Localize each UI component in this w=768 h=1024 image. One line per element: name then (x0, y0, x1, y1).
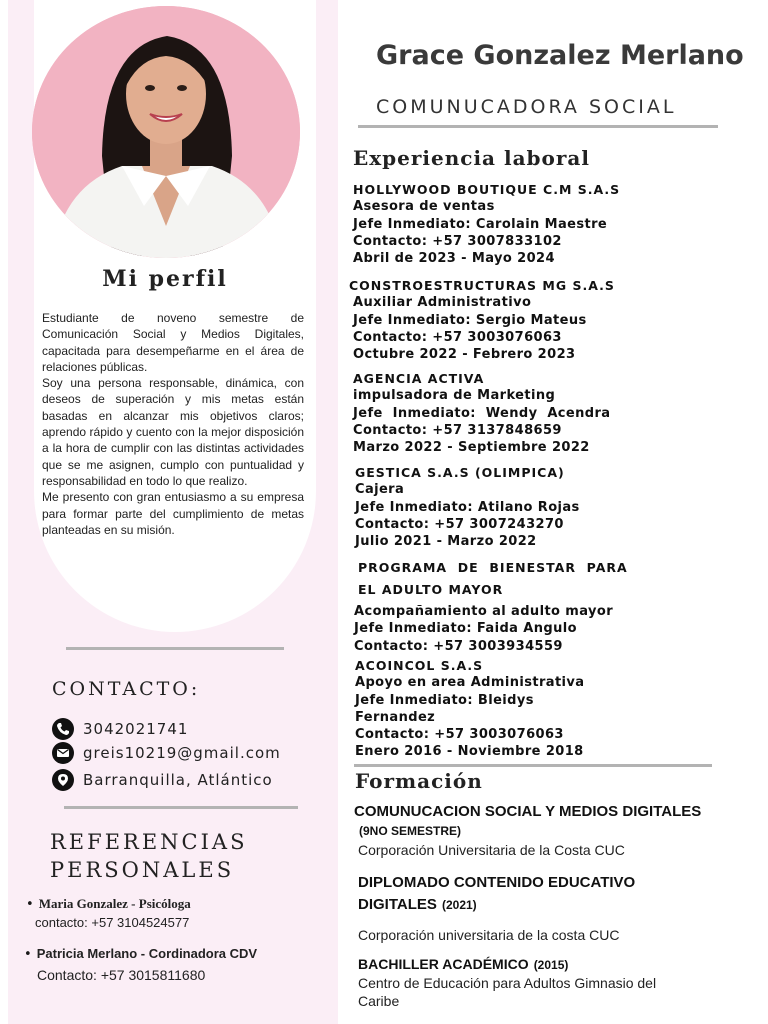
profile-photo (32, 6, 300, 258)
job-position: Cajera (355, 482, 405, 498)
profile-paragraph: Estudiante de noveno semestre de Comunicación Social y Medios Digitales, capacitada para desempeñarme en el área de relaciones públicas. (42, 311, 304, 374)
education-degree: BACHILLER ACADÉMICO (358, 956, 529, 972)
job-entry (354, 557, 628, 655)
profile-paragraph: Soy una persona responsable, dinámica, con deseos de superación y mis metas están basadas en alcanzar mis objetivos claros; aprendo rápido y cuento con la mejor disposición a la hora de cumplir con las distintas actividades que se me asignen, cumplo con puntualidad y responsabilidad en todo lo que realizo. (42, 376, 304, 488)
divider (66, 647, 284, 650)
contact-location-row (52, 769, 273, 791)
job-contact: Contacto: +57 3137848659 (353, 422, 562, 438)
contact-location: Barranquilla, Atlántico (83, 771, 273, 789)
reference-item (24, 943, 334, 983)
education-title: Formación (355, 769, 483, 793)
job-position: Acompañamiento al adulto mayor (354, 604, 614, 619)
job-supervisor: Jefe Inmediato: Wendy Acendra (353, 405, 611, 421)
phone-icon (52, 718, 74, 740)
reference-contact: Contacto: +57 3015811680 (37, 967, 206, 983)
job-contact: Contacto: +57 3003076063 (353, 329, 562, 345)
divider (64, 806, 298, 809)
job-company: ACOINCOL S.A.S (355, 658, 484, 673)
job-supervisor-cont: Fernandez (355, 709, 436, 725)
job-company: GESTICA S.A.S (OLIMPICA) (355, 465, 565, 480)
job-contact: Contacto: +57 3007243270 (355, 516, 564, 532)
contact-title: CONTACTO: (52, 678, 201, 700)
education-year: (2015) (533, 958, 569, 972)
education-institution: Corporación universitaria de la costa CUC (358, 927, 620, 943)
job-title: COMUNUCADORA SOCIAL (376, 96, 677, 118)
references-title (50, 828, 247, 884)
education-degree: DIGITALES (358, 896, 437, 913)
job-company: CONSTROESTRUCTURAS MG S.A.S (349, 278, 615, 293)
job-dates: Marzo 2022 - Septiembre 2022 (353, 440, 590, 456)
education-institution: Centro de Educación para Adultos Gimnasio del (358, 975, 657, 991)
reference-item (26, 893, 326, 930)
portrait-illustration (32, 6, 300, 258)
education-entry (358, 874, 635, 943)
education-year: (2021) (441, 898, 477, 912)
job-entry (353, 370, 610, 456)
job-supervisor: Jefe Inmediato: Bleidys (355, 692, 534, 708)
location-pin-icon (52, 769, 74, 791)
divider (358, 125, 718, 128)
job-entry (349, 277, 615, 363)
profile-paragraph: Me presento con gran entusiasmo a su empresa para formar parte del cumplimiento de metas planteadas en su misión. (42, 490, 304, 537)
reference-name: Maria Gonzalez - Psicóloga (38, 896, 191, 911)
job-position: Apoyo en area Administrativa (355, 675, 585, 691)
references-title-line: PERSONALES (50, 858, 235, 882)
job-contact: Contacto: +57 3003076063 (355, 727, 564, 743)
job-company: EL ADULTO MAYOR (358, 582, 504, 597)
job-entry (353, 181, 620, 267)
reference-name: Patricia Merlano - Cordinadora CDV (36, 946, 258, 961)
job-position: Asesora de ventas (353, 199, 495, 215)
job-dates: Abril de 2023 - Mayo 2024 (353, 251, 555, 267)
education-degree: COMUNUCACION SOCIAL Y MEDIOS DIGITALES (354, 803, 702, 820)
education-entry (354, 803, 701, 858)
job-dates: Octubre 2022 - Febrero 2023 (353, 347, 576, 363)
contact-email[interactable]: greis10219@gmail.com (83, 744, 281, 762)
education-institution: Caribe (358, 993, 400, 1009)
job-supervisor: Jefe Inmediato: Sergio Mateus (353, 312, 587, 328)
bullet: • (24, 947, 32, 962)
references-title-line: REFERENCIAS (50, 830, 248, 854)
education-entry (358, 954, 738, 1009)
job-position: Auxiliar Administrativo (353, 295, 532, 311)
job-supervisor: Jefe Inmediato: Atilano Rojas (355, 499, 580, 515)
education-status: (9NO SEMESTRE) (359, 824, 462, 838)
contact-phone-row (52, 718, 188, 740)
job-entry (355, 464, 580, 550)
job-dates: Enero 2016 - Noviembre 2018 (355, 744, 584, 760)
education-degree: DIPLOMADO CONTENIDO EDUCATIVO (358, 874, 636, 891)
contact-phone[interactable]: 3042021741 (83, 720, 189, 738)
job-dates: Julio 2021 - Marzo 2022 (355, 534, 537, 550)
job-company: AGENCIA ACTIVA (353, 371, 485, 386)
job-supervisor: Jefe Inmediato: Carolain Maestre (353, 216, 608, 232)
job-contact: Contacto: +57 3003934559 (354, 638, 563, 654)
full-name: Grace Gonzalez Merlano (376, 40, 744, 71)
job-entry (355, 657, 584, 761)
experience-title: Experiencia laboral (353, 146, 590, 170)
reference-contact: contacto: +57 3104524577 (35, 915, 190, 930)
profile-text (42, 310, 304, 538)
mail-icon (52, 742, 74, 764)
bullet: • (26, 897, 34, 912)
divider (354, 764, 712, 767)
job-supervisor: Jefe Inmediato: Faida Angulo (354, 621, 577, 637)
contact-email-row (52, 742, 281, 764)
job-contact: Contacto: +57 3007833102 (353, 233, 562, 249)
job-position: impulsadora de Marketing (353, 388, 556, 404)
job-company: PROGRAMA DE BIENESTAR PARA (358, 560, 628, 575)
profile-title: Mi perfil (102, 266, 228, 292)
education-institution: Corporación Universitaria de la Costa CUC (358, 842, 625, 858)
job-company: HOLLYWOOD BOUTIQUE C.M S.A.S (353, 182, 621, 197)
